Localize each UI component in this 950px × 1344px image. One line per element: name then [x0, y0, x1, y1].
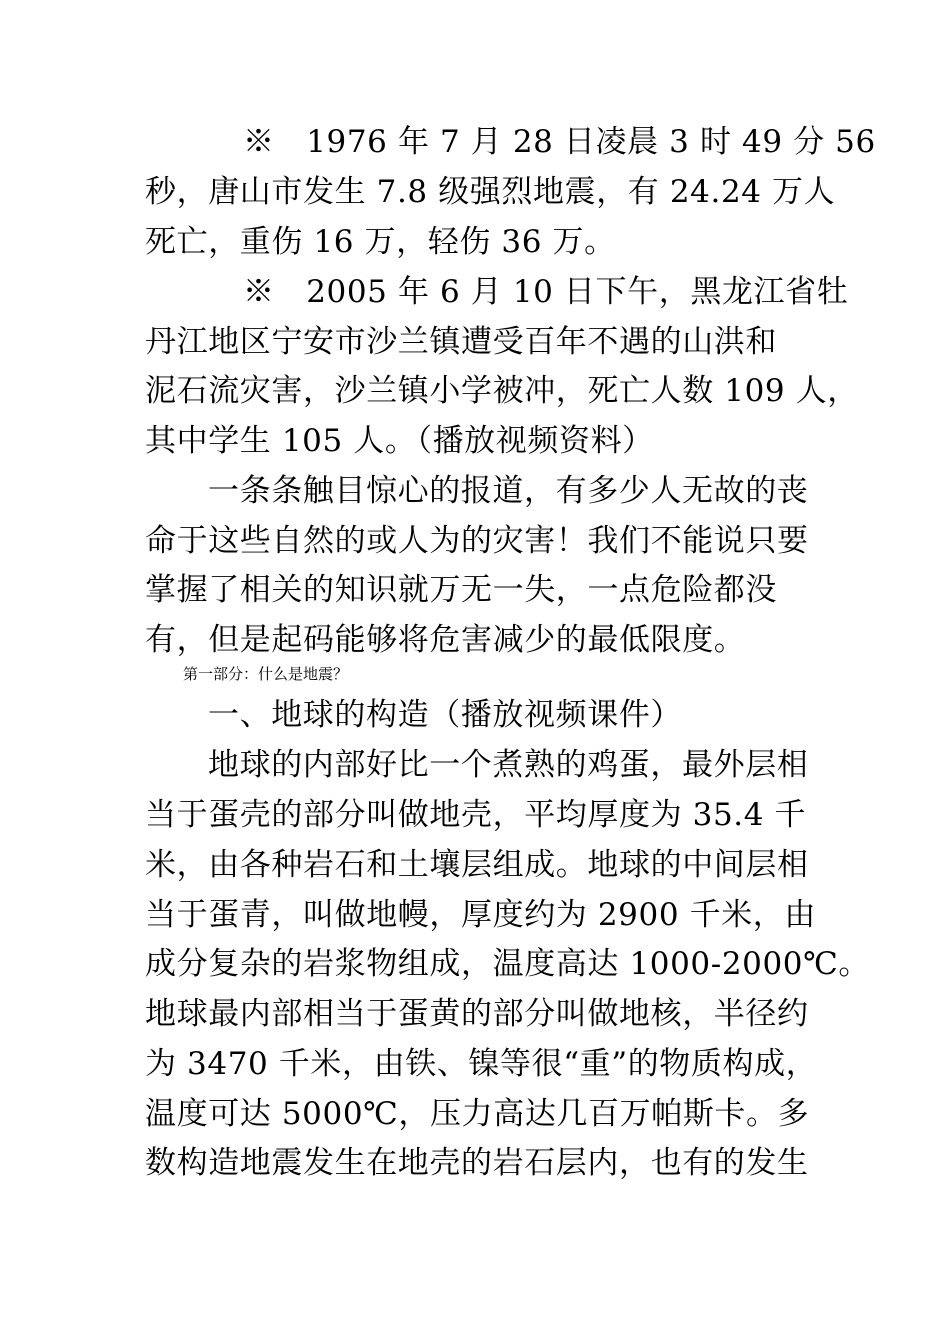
text-line: 有，但是起码能够将危害减少的最低限度。 [145, 622, 746, 658]
text-line: 当于蛋青，叫做地幔，厚度约为 2900 千米，由 [145, 897, 816, 933]
text-line: ※ 2005 年 6 月 10 日下午，黑龙江省牡 [243, 274, 849, 310]
text-line: 死亡，重伤 16 万，轻伤 36 万。 [145, 224, 616, 260]
text-line: 地球的内部好比一个煮熟的鸡蛋，最外层相 [208, 747, 809, 783]
text-line: 掌握了相关的知识就万无一失，一点危险都没 [145, 572, 777, 608]
text-line: 为 3470 千米，由铁、镍等很“重”的物质构成， [145, 1046, 818, 1082]
part-heading: 第一部分：什么是地震？ [183, 665, 349, 683]
text-line: 秒，唐山市发生 7.8 级强烈地震，有 24.24 万人 [145, 174, 836, 210]
text-line: 命于这些自然的或人为的灾害！我们不能说只要 [145, 523, 809, 559]
text-line: 一条条触目惊心的报道，有多少人无故的丧 [208, 473, 809, 509]
text-line: 地球最内部相当于蛋黄的部分叫做地核，半径约 [145, 996, 809, 1032]
text-line: 米，由各种岩石和土壤层组成。地球的中间层相 [145, 847, 809, 883]
text-line: ※ 1976 年 7 月 28 日凌晨 3 时 49 分 56 [243, 124, 876, 160]
text-line: 其中学生 105 人。（播放视频资料） [145, 423, 654, 459]
text-line: 成分复杂的岩浆物组成，温度高达 1000-2000℃。 [145, 946, 870, 982]
text-line: 当于蛋壳的部分叫做地壳，平均厚度为 35.4 千 [145, 797, 807, 833]
text-line: 丹江地区宁安市沙兰镇遭受百年不遇的山洪和 [145, 324, 777, 360]
section-heading: 一、地球的构造（播放视频课件） [208, 697, 682, 733]
text-line: 温度可达 5000℃，压力高达几百万帕斯卡。多 [145, 1096, 810, 1132]
text-line: 数构造地震发生在地壳的岩石层内，也有的发生 [145, 1145, 809, 1181]
text-line: 泥石流灾害，沙兰镇小学被冲，死亡人数 109 人， [145, 373, 859, 409]
